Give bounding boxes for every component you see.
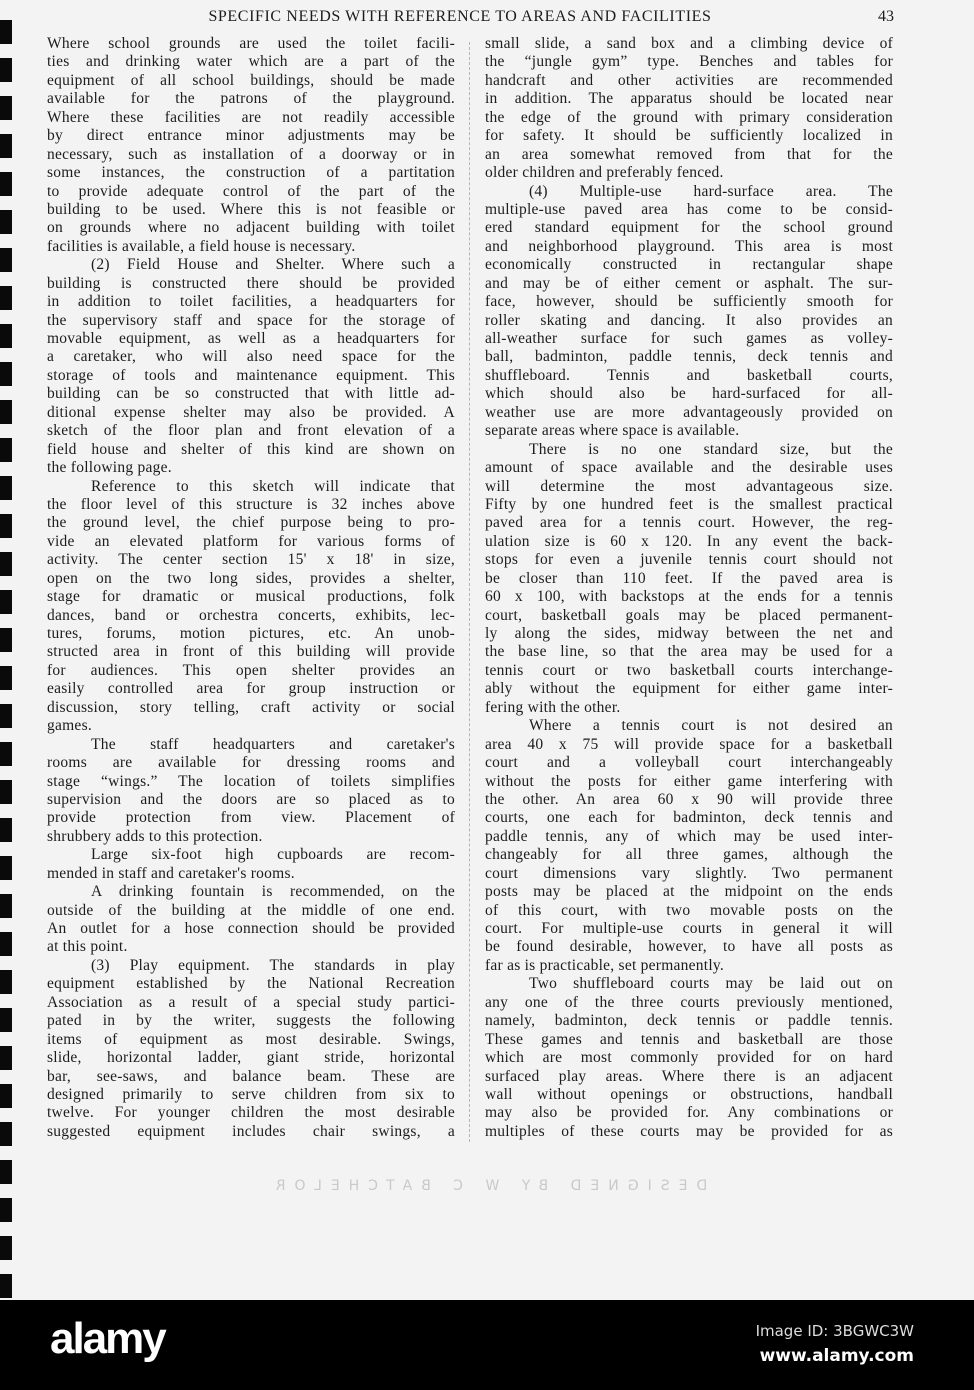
text-line: stops for even a juvenile tennis court should not — [485, 551, 893, 569]
paragraph — [47, 846, 455, 883]
text-line: of this court, with two movable posts on the — [485, 901, 893, 919]
text-line: weather use are more advantageously provided on — [485, 403, 893, 421]
text-line: may also be provided for. Any combinations or — [485, 1104, 893, 1122]
paragraph — [47, 957, 455, 1141]
text-line: ball, badminton, paddle tennis, deck tennis and — [485, 348, 893, 366]
text-line: sketch of the floor plan and front elevation of a — [47, 422, 455, 440]
text-line: necessary, such as installation of a doorway or in — [47, 145, 455, 163]
text-line: rooms are available for dressing rooms and — [47, 754, 455, 772]
text-line: slide, horizontal ladder, giant stride, horizontal — [47, 1049, 455, 1067]
text-line: at this point. — [47, 938, 128, 956]
text-line: namely, badminton, deck tennis or paddle tennis. — [485, 1012, 893, 1030]
text-line: equipment of all school buildings, should be made — [47, 71, 455, 89]
paragraph — [47, 35, 455, 256]
text-line: available for the patrons of the playground. — [47, 90, 455, 108]
text-line: Where school grounds are used the toilet facili- — [47, 35, 455, 52]
left-column — [47, 35, 455, 1141]
text-line: the base line, so that the area may be used for a — [485, 643, 893, 661]
text-line: There is no one standard size, but the — [529, 440, 893, 458]
text-line: Reference to this sketch will indicate that — [91, 477, 455, 495]
alamy-logo: alamy — [50, 1314, 165, 1363]
text-line: amount of space available and the desirable uses — [485, 459, 893, 477]
text-line: storage of tools and maintenance equipment. This — [47, 366, 455, 384]
text-line: (4) Multiple-use hard-surface area. The — [529, 182, 893, 200]
text-line: Where these facilities are not readily accessible — [47, 108, 455, 126]
text-line: on grounds where no adjacent building with toilet — [47, 219, 455, 237]
text-line: economically constructed in rectangular shape — [485, 256, 893, 274]
text-line: a caretaker, who will also need space for the — [47, 348, 455, 366]
text-line: pated in by the writer, suggests the following — [47, 1012, 455, 1030]
image-id: Image ID: 3BGWC3W — [755, 1322, 914, 1340]
text-line: multiples of these courts may be provided for as — [485, 1122, 893, 1140]
text-line: 60 x 100, with backstops at the ends for a tennis — [485, 588, 893, 606]
text-line: vide an elevated platform for various forms of — [47, 532, 455, 550]
text-line: ditional expense shelter may also be provided. A — [47, 403, 455, 421]
paragraph — [47, 736, 455, 847]
text-line: all-weather surface for such games as volley- — [485, 330, 893, 347]
text-line: Where a tennis court is not desired an — [529, 717, 893, 735]
site-url: www.alamy.com — [759, 1346, 914, 1366]
text-line: open on the two long sides, provides a shelter, — [47, 569, 455, 587]
page-number: 43 — [878, 8, 894, 25]
text-line: (2) Field House and Shelter. Where such a — [91, 256, 455, 274]
text-line: area 40 x 75 will provide space for a basketball — [485, 735, 893, 753]
text-line: Two shuffleboard courts may be laid out on — [529, 975, 893, 993]
text-line: by direct entrance minor adjustments may be — [47, 127, 455, 145]
text-line: separate areas where space is available. — [485, 422, 740, 440]
text-line: ably without the equipment for either game inter- — [485, 680, 893, 698]
text-line: Large six-foot high cupboards are recom- — [91, 846, 455, 864]
paragraph — [47, 883, 455, 957]
text-line: building to be used. Where this is not feasible or — [47, 200, 455, 218]
text-line: ties and drinking water which are a part of the — [47, 53, 455, 71]
text-line: (3) Play equipment. The standards in play — [91, 956, 455, 974]
text-line: The staff headquarters and caretaker's — [91, 735, 455, 753]
text-line: supervision and the doors are so placed as to — [47, 790, 455, 808]
text-line: court dimensions vary slightly. Two permanent — [485, 864, 893, 882]
text-line: facilities is available, a field house is necessary. — [47, 237, 356, 255]
text-line: shuffleboard. Tennis and basketball courts, — [485, 366, 893, 384]
column-divider — [469, 42, 470, 1142]
text-line: discussion, story telling, craft activity or social — [47, 698, 455, 716]
paragraph — [47, 256, 455, 477]
text-line: fering with the other. — [485, 698, 621, 716]
text-line: field house and shelter of this kind are shown on — [47, 440, 455, 458]
text-line: designed primarily to serve children from six to — [47, 1085, 455, 1103]
text-line: in addition to toilet facilities, a headquarters for — [47, 293, 455, 311]
text-line: an area somewhat removed from that for the — [485, 145, 893, 163]
text-line: tures, forums, motion pictures, etc. An unob- — [47, 625, 455, 642]
text-line: be closer than 110 feet. If the paved area is — [485, 569, 893, 587]
text-line: mended in staff and caretaker's rooms. — [47, 864, 295, 882]
text-line: some instances, the construction of a partitation — [47, 164, 455, 182]
text-line: Association as a result of a special study partici- — [47, 993, 455, 1011]
paragraph — [485, 183, 893, 441]
text-line: small slide, a sand box and a climbing device of — [485, 35, 893, 52]
text-line: for safety. It should be sufficiently localized in — [485, 127, 893, 145]
text-line: and may be of either cement or asphalt. The sur- — [485, 274, 893, 292]
text-line: ered standard equipment for the school ground — [485, 219, 893, 237]
text-line: any one of the three courts previously mentioned, — [485, 993, 893, 1011]
spiral-binding-holes — [0, 20, 12, 1300]
paragraph — [485, 975, 893, 1141]
watermark-banner — [0, 1300, 974, 1390]
text-line: for audiences. This open shelter provides an — [47, 661, 455, 679]
text-line: multiple-use paved area has come to be consid- — [485, 200, 893, 218]
text-line: twelve. For younger children the most desirable — [47, 1104, 455, 1122]
right-column — [485, 35, 893, 1141]
text-line: outside of the building at the middle of one end. — [47, 901, 455, 919]
text-line: suggested equipment includes chair swings, a — [47, 1122, 455, 1140]
text-line: roller skating and dancing. It also provides an — [485, 311, 893, 329]
text-line: surfaced play areas. Where there is an adjacent — [485, 1067, 893, 1085]
running-header: SPECIFIC NEEDS WITH REFERENCE TO AREAS AND FACILITIES — [208, 8, 712, 25]
text-line: older children and preferably fenced. — [485, 164, 724, 182]
text-line: building is constructed there should be provided — [47, 274, 455, 292]
text-line: court and a volleyball court interchangeably — [485, 754, 893, 772]
text-line: Fifty by one hundred feet is the smallest practical — [485, 495, 893, 513]
text-line: court. For multiple-use courts in general it will — [485, 920, 893, 937]
text-line: stage “wings.” The location of toilets simplifies — [47, 772, 455, 790]
paragraph — [485, 717, 893, 975]
text-line: bar, see-saws, and balance beam. These are — [47, 1067, 455, 1085]
text-line: tennis court or two basketball courts interchange- — [485, 661, 893, 679]
text-line: far as is practicable, set permanently. — [485, 956, 724, 974]
show-through-text: DESIGNED BY W C BATCHELOR — [266, 1178, 708, 1194]
text-line: court, basketball goals may be placed permanent- — [485, 606, 893, 624]
text-line: the supervisory staff and space for the storage of — [47, 311, 455, 329]
text-line: to provide adequate control of the part of the — [47, 182, 455, 200]
text-line: which should also be hard-surfaced for all- — [485, 385, 893, 403]
text-line: structed area in front of this building will provide — [47, 643, 455, 661]
text-line: handcraft and other activities are recommended — [485, 71, 893, 89]
text-line: movable equipment, as well as a headquarters for — [47, 330, 455, 347]
text-line: the ground level, the chief purpose being to pro- — [47, 514, 455, 532]
text-line: paved area for a tennis court. However, the reg- — [485, 514, 893, 532]
text-line: shrubbery adds to this protection. — [47, 827, 263, 845]
text-line: the edge of the ground with primary consideration — [485, 108, 893, 126]
text-line: paddle tennis, any of which may be used inter- — [485, 827, 893, 845]
text-line: which are most commonly provided for on hard — [485, 1049, 893, 1067]
paragraph — [47, 478, 455, 736]
text-line: stage for dramatic or musical productions, folk — [47, 588, 455, 606]
text-line: equipment established by the National Recreation — [47, 975, 455, 993]
text-line: the “jungle gym” type. Benches and tables for — [485, 53, 893, 71]
text-line: ulation size is 60 x 120. In any event the back- — [485, 532, 893, 550]
text-line: items of equipment as most desirable. Swings, — [47, 1030, 455, 1048]
text-line: in addition. The apparatus should be located near — [485, 90, 893, 108]
paragraph — [485, 441, 893, 718]
text-line: An outlet for a hose connection should be provided — [47, 920, 455, 937]
text-line: the floor level of this structure is 32 inches above — [47, 495, 455, 513]
paragraph — [485, 35, 893, 183]
text-line: posts may be placed at the midpoint on the ends — [485, 883, 893, 901]
text-line: These games and tennis and basketball are those — [485, 1030, 893, 1048]
text-line: courts, one each for badminton, deck tennis and — [485, 809, 893, 827]
text-line: the following page. — [47, 459, 172, 477]
text-line: provide protection from view. Placement of — [47, 809, 455, 827]
text-line: be found desirable, however, to have all posts as — [485, 938, 893, 956]
text-line: and neighborhood playground. This area is most — [485, 237, 893, 255]
text-line: building can be so constructed that with little ad- — [47, 385, 455, 403]
text-line: activity. The center section 15' x 18' in size, — [47, 551, 455, 569]
text-line: face, however, should be sufficiently smooth for — [485, 293, 893, 311]
text-line: games. — [47, 717, 92, 735]
text-line: changeably for all three games, although the — [485, 846, 893, 864]
text-line: ly along the sides, midway between the net and — [485, 625, 893, 642]
text-line: the other. An area 60 x 90 will provide three — [485, 790, 893, 808]
text-line: will determine the most advantageous size. — [485, 477, 893, 495]
text-line: without the posts for either game interfering with — [485, 772, 893, 790]
text-line: wall without openings or obstructions, handball — [485, 1085, 893, 1103]
text-line: A drinking fountain is recommended, on the — [91, 883, 455, 901]
text-line: dances, band or orchestra concerts, exhibits, lec- — [47, 606, 455, 624]
text-line: easily controlled area for group instruction or — [47, 680, 455, 698]
